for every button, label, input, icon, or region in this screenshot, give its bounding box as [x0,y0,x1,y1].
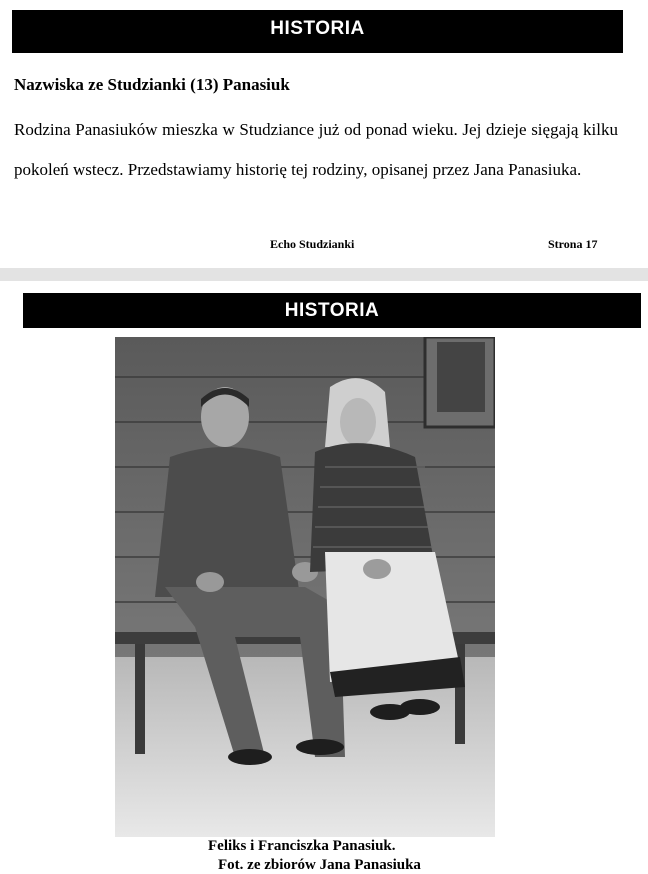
photo-illustration [115,337,495,837]
page-separator [0,268,648,281]
footer-page-number: Strona 17 [548,237,598,251]
article-body: Rodzina Panasiuków mieszka w Studziance już od ponad wieku. Jej dzieje sięgają kilku pokoleń wstecz. Przedstawiamy historię tej rodziny, opisanej przez Jana Panasiuka. [14,120,618,179]
photo-caption: Feliks i Franciszka Panasiuk. [208,838,396,854]
photo-credit: Fot. ze zbiorów Jana Panasiuka [218,857,421,873]
footer-publication: Echo Studzianki [270,237,355,251]
historical-photo [115,337,495,837]
section-banner-page-2: HISTORIA [23,293,641,328]
section-banner: HISTORIA [12,10,623,53]
article-title: Nazwiska ze Studzianki (13) Panasiuk [14,75,290,94]
